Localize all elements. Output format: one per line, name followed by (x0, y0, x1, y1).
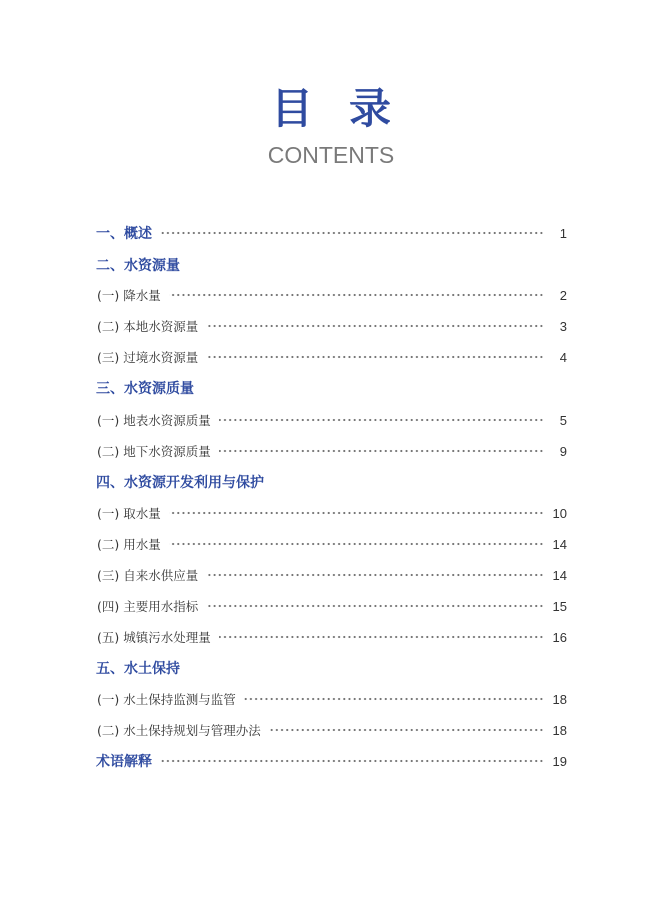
toc-dot-leader (269, 726, 544, 734)
toc-page-number: 10 (552, 506, 567, 521)
toc-page-number: 18 (552, 723, 567, 738)
toc-dot-leader (169, 540, 544, 548)
toc-section-row[interactable] (0, 751, 662, 773)
toc-subsection-row[interactable] (0, 410, 662, 432)
toc-section-row[interactable] (0, 255, 662, 277)
toc-subsection-row[interactable] (0, 316, 662, 338)
toc-page-number: 18 (552, 692, 567, 707)
toc-section-row[interactable] (0, 223, 662, 245)
toc-subsection-row[interactable] (0, 627, 662, 649)
toc-entry-label: 术语解释 (96, 754, 152, 770)
page-subtitle: CONTENTS (267, 142, 395, 168)
toc-dot-leader (169, 291, 544, 299)
toc-entry-label: (一) 降水量 (97, 288, 161, 303)
toc-dot-leader (206, 322, 544, 330)
toc-subsection-row[interactable] (0, 689, 662, 711)
toc-subsection-row[interactable] (0, 503, 662, 525)
toc-subsection-row[interactable] (0, 596, 662, 618)
toc-entry-label: (一) 地表水资源质量 (97, 413, 211, 428)
toc-entry-label: 五、水土保持 (96, 661, 180, 677)
toc-entry-label: 三、水资源质量 (96, 381, 194, 397)
toc-subsection-row[interactable] (0, 441, 662, 463)
toc-dot-leader (219, 447, 544, 455)
toc-entry-label: (二) 水土保持规划与管理办法 (97, 723, 261, 738)
toc-subsection-row[interactable] (0, 720, 662, 742)
toc-section-row[interactable] (0, 658, 662, 680)
toc-entry-label: (一) 取水量 (97, 506, 161, 521)
toc-dot-leader (244, 695, 544, 703)
toc-page-number: 19 (552, 754, 567, 769)
toc-entry-label: (五) 城镇污水处理量 (97, 630, 211, 645)
toc-page-number: 3 (559, 319, 567, 334)
toc-dot-leader (160, 229, 544, 237)
toc-page-number: 9 (559, 444, 567, 459)
toc-subsection-row[interactable] (0, 285, 662, 307)
toc-entry-label: 四、水资源开发利用与保护 (96, 475, 264, 491)
toc-dot-leader (160, 757, 544, 765)
toc-page-number: 4 (559, 350, 567, 365)
toc-entry-label: (三) 过境水资源量 (97, 350, 199, 365)
toc-dot-leader (206, 602, 544, 610)
toc-entry-label: 一、概述 (96, 226, 152, 242)
toc-subsection-row[interactable] (0, 565, 662, 587)
toc-page-number: 1 (559, 226, 567, 241)
toc-section-row[interactable] (0, 472, 662, 494)
toc-section-row[interactable] (0, 378, 662, 400)
toc-entry-label: (二) 地下水资源质量 (97, 444, 211, 459)
page-title: 目录 (270, 84, 427, 133)
toc-entry-label: 二、水资源量 (96, 258, 180, 274)
toc-dot-leader (219, 633, 544, 641)
toc-entry-label: (二) 本地水资源量 (97, 319, 199, 334)
toc-dot-leader (219, 416, 544, 424)
toc-page-number: 2 (559, 288, 567, 303)
toc-entry-label: (一) 水土保持监测与监管 (97, 692, 236, 707)
toc-entry-label: (四) 主要用水指标 (97, 599, 199, 614)
toc-entry-label: (三) 自来水供应量 (97, 568, 199, 583)
toc-entry-label: (二) 用水量 (97, 537, 161, 552)
toc-page-number: 16 (552, 630, 567, 645)
toc-dot-leader (169, 509, 544, 517)
toc-page-number: 14 (552, 568, 567, 583)
toc-dot-leader (206, 571, 544, 579)
toc-subsection-row[interactable] (0, 534, 662, 556)
toc-subsection-row[interactable] (0, 347, 662, 369)
toc-dot-leader (206, 353, 544, 361)
toc-page-number: 5 (559, 413, 567, 428)
toc-page-number: 14 (552, 537, 567, 552)
toc-page-number: 15 (552, 599, 567, 614)
